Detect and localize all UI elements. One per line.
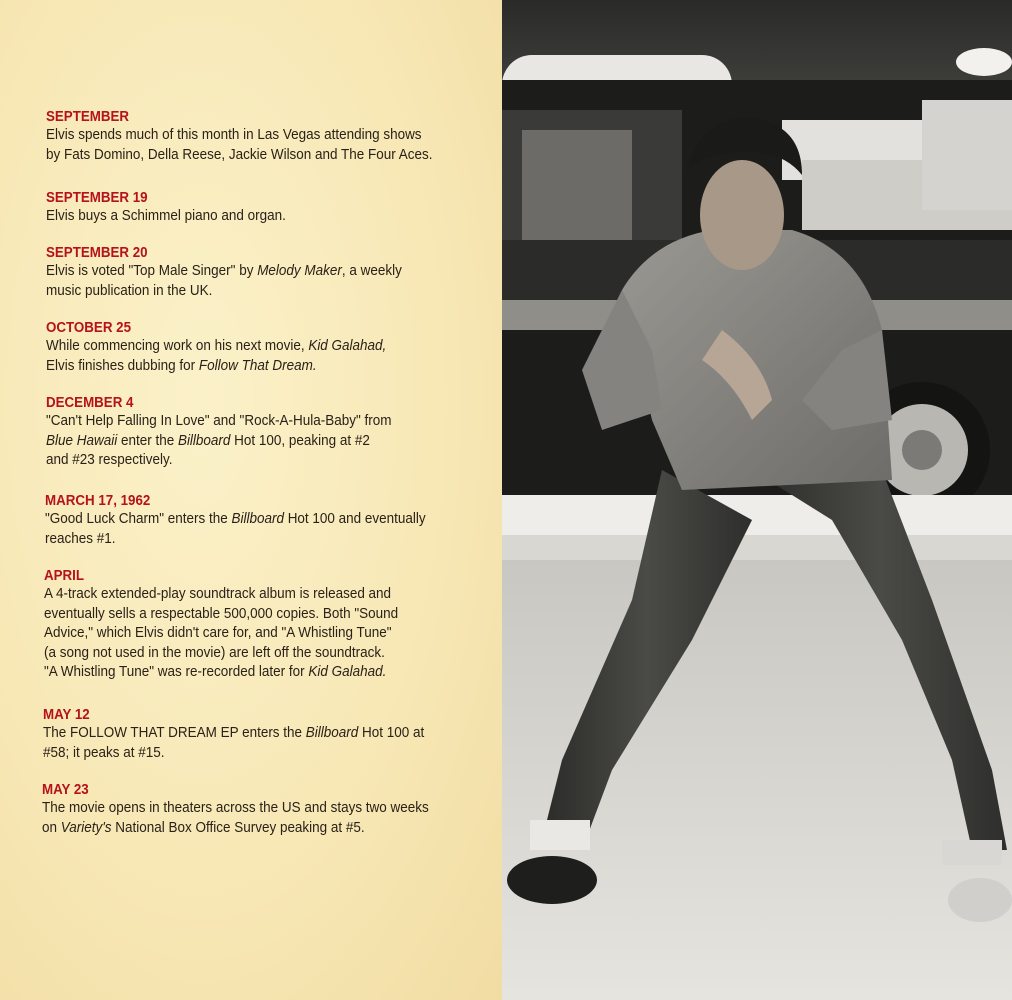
text-run: The movie opens in theaters across the US and stays two weeks (42, 800, 429, 816)
timeline-entry (46, 319, 496, 376)
text-run: Hot 100, peaking at #2 (230, 432, 370, 449)
entry-date: SEPTEMBER 20 (46, 245, 148, 261)
text-run: A 4-track extended-play soundtrack album is released and (44, 586, 392, 602)
timeline-entry (45, 492, 495, 549)
text-run: "Good Luck Charm" enters the (45, 511, 232, 527)
entry-body (46, 126, 496, 165)
timeline-entry (46, 244, 496, 301)
entry-body-line (46, 412, 465, 432)
entry-body-line (46, 337, 465, 357)
timeline-entry (42, 781, 492, 838)
text-run: , a weekly (341, 263, 402, 279)
italic-title: Follow That Dream. (198, 357, 317, 374)
text-run: "A Whistling Tune" was re-recorded later for (44, 664, 309, 680)
text-run: National Box Office Survey peaking at #5. (111, 819, 365, 836)
italic-title: Kid Galahad. (308, 664, 387, 680)
italic-title: Blue Hawaii (46, 432, 118, 449)
entry-body-line (46, 146, 465, 166)
text-run: (a song not used in the movie) are left off the soundtrack. (44, 644, 385, 661)
entry-body-line (46, 357, 465, 377)
timeline-entry (44, 567, 494, 683)
entry-body-line (43, 724, 462, 744)
timeline-entry (46, 394, 496, 471)
entry-body (46, 262, 496, 301)
entry-body-line (46, 207, 465, 227)
timeline-entries (0, 0, 502, 1000)
entry-body-line (46, 262, 465, 282)
entry-body-line (42, 819, 461, 839)
text-run: "Can't Help Falling In Love" and "Rock-A-Hula-Baby" from (46, 413, 392, 429)
entry-body-line (46, 432, 465, 452)
entry-body-line (44, 663, 463, 683)
text-run: and #23 respectively. (46, 452, 173, 468)
entry-body (44, 585, 494, 683)
text-run: Elvis finishes dubbing for (46, 357, 199, 374)
text-run: Advice," which Elvis didn't care for, and "A Whistling Tune" (44, 625, 392, 641)
entry-date: SEPTEMBER (46, 109, 130, 125)
text-run: Hot 100 and eventually (283, 511, 426, 527)
entry-body-line (46, 282, 465, 302)
entry-date: DECEMBER 4 (46, 395, 134, 411)
entry-body-line (46, 451, 465, 471)
entry-body (43, 724, 493, 763)
text-run: The FOLLOW THAT DREAM EP enters the (43, 725, 306, 741)
timeline-entry (46, 189, 496, 227)
timeline-entry (43, 706, 493, 763)
text-run: Elvis buys a Schimmel piano and organ. (46, 208, 286, 224)
text-run: Hot 100 at (358, 725, 425, 741)
entry-date: MAY 12 (43, 707, 90, 723)
entry-body-line (45, 530, 464, 550)
text-run: #58; it peaks at #15. (43, 744, 165, 761)
italic-title: Billboard (177, 432, 231, 449)
text-run: by Fats Domino, Della Reese, Jackie Wilson and The Four Aces. (46, 146, 433, 163)
entry-body (45, 510, 495, 549)
entry-body (46, 337, 496, 376)
text-run: music publication in the UK. (46, 282, 213, 299)
entry-body-line (44, 585, 463, 605)
italic-title: Billboard (231, 511, 284, 527)
text-run: Elvis is voted "Top Male Singer" by (46, 263, 258, 279)
entry-date: SEPTEMBER 19 (46, 190, 148, 206)
timeline-panel (0, 0, 502, 1000)
entry-date: MARCH 17, 1962 (45, 493, 151, 509)
entry-body-line (44, 644, 463, 664)
timeline-entry (46, 108, 496, 165)
entry-body (42, 799, 492, 838)
text-run: on (42, 819, 61, 836)
elvis-photo-illustration (502, 0, 1012, 1000)
elvis-photo (502, 0, 1012, 1000)
entry-body (46, 412, 496, 471)
italic-title: Kid Galahad, (308, 338, 387, 354)
text-run: While commencing work on his next movie, (46, 338, 309, 354)
text-run: Elvis spends much of this month in Las Vegas attending shows (46, 127, 422, 143)
entry-date: OCTOBER 25 (46, 320, 132, 336)
entry-body-line (44, 605, 463, 625)
entry-body-line (43, 744, 462, 764)
entry-body-line (46, 126, 465, 146)
entry-body-line (44, 624, 463, 644)
text-run: reaches #1. (45, 530, 116, 547)
text-run: eventually sells a respectable 500,000 copies. Both "Sound (44, 605, 399, 622)
italic-title: Billboard (305, 725, 359, 741)
italic-title: Variety's (60, 819, 112, 836)
italic-title: Melody Maker (257, 263, 342, 279)
entry-body-line (45, 510, 464, 530)
entry-date: MAY 23 (42, 782, 89, 798)
entry-date: APRIL (44, 568, 85, 584)
entry-body (46, 207, 496, 227)
entry-body-line (42, 799, 461, 819)
text-run: enter the (117, 432, 178, 449)
